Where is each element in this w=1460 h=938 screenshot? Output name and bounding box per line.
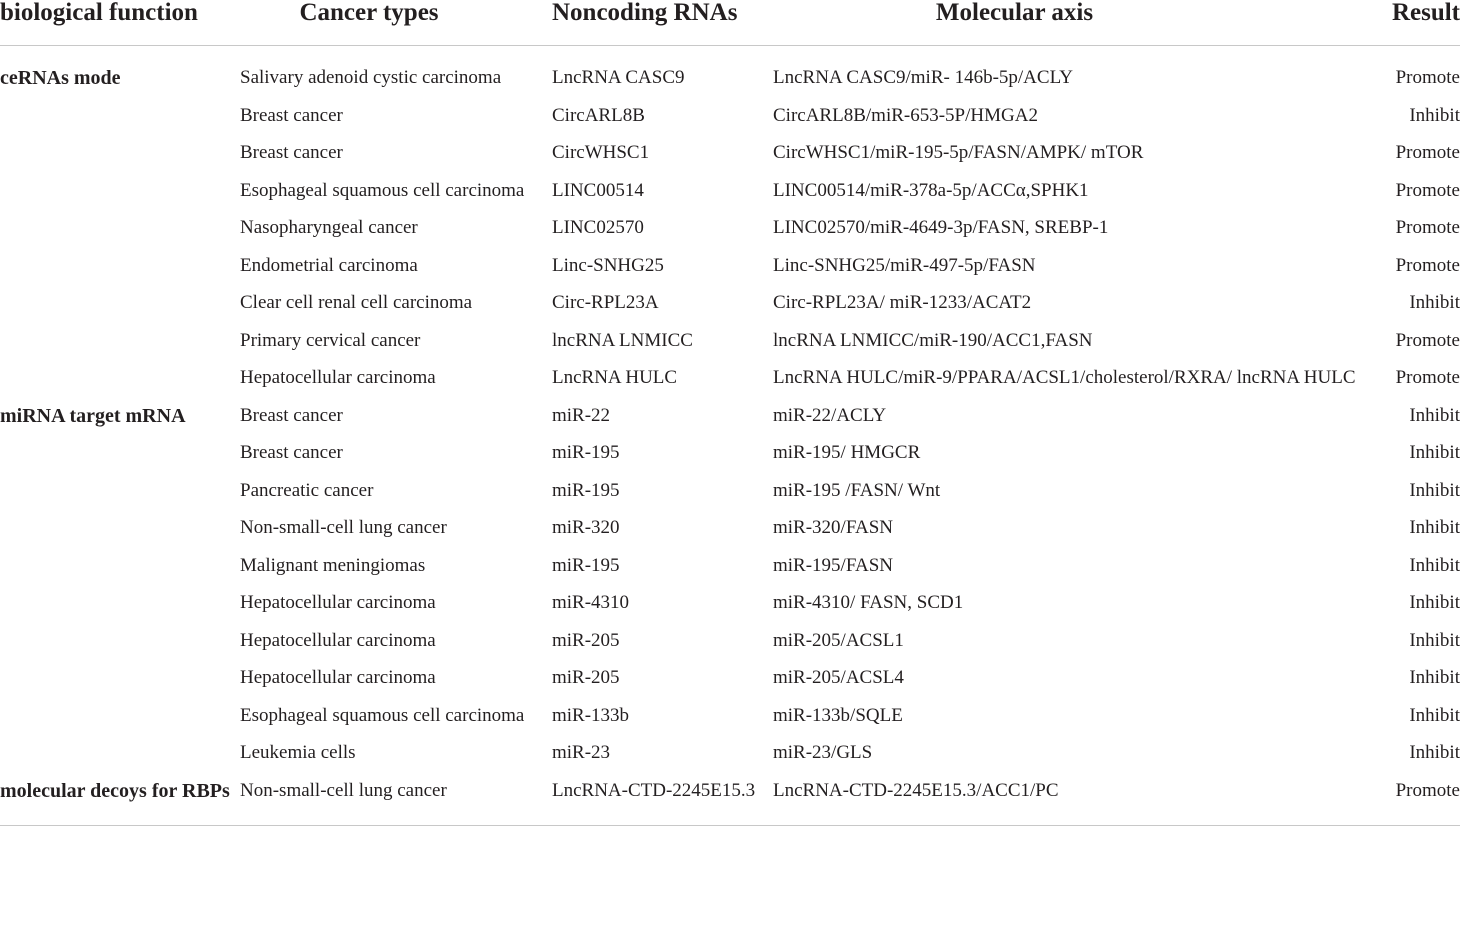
cell-molecular-axis: CircWHSC1/miR-195-5p/FASN/AMPK/ mTOR [773, 142, 1144, 163]
cell-noncoding-rna: LncRNA HULC [552, 367, 678, 388]
table-row [0, 252, 1460, 290]
table-row [0, 327, 1460, 365]
header-cancer-types: Cancer types [240, 0, 552, 46]
cell-molecular-axis: LncRNA CASC9/miR- 146b-5p/ACLY [773, 67, 1074, 88]
cell-noncoding-rna: miR-4310 [552, 592, 630, 613]
table-row [0, 477, 1460, 515]
cell-result: Inhibit [1409, 742, 1460, 763]
cell-noncoding-rna: miR-205 [552, 629, 620, 651]
cell-function [0, 439, 240, 477]
cell-noncoding-rna: CircWHSC1 [552, 142, 650, 163]
cell-noncoding-rna: miR-23 [552, 742, 611, 763]
cell-result: Promote [1395, 142, 1460, 163]
cell-result: Inhibit [1409, 442, 1460, 463]
cell-function [0, 702, 240, 740]
header-row [0, 0, 1460, 46]
cell-result: Promote [1395, 254, 1460, 276]
cell-function [0, 589, 240, 627]
table-row [0, 702, 1460, 740]
cell-cancer-type: Hepatocellular carcinoma [240, 367, 436, 388]
cell-result: Promote [1395, 329, 1460, 351]
cell-molecular-axis: miR-195 /FASN/ Wnt [773, 479, 941, 501]
cell-function [0, 214, 240, 252]
table-row [0, 627, 1460, 665]
cell-result: Inhibit [1409, 704, 1460, 726]
cell-cancer-type: Esophageal squamous cell carcinoma [240, 704, 525, 726]
cell-noncoding-rna: miR-133b [552, 704, 630, 726]
cell-molecular-axis: Linc-SNHG25/miR-497-5p/FASN [773, 254, 1036, 276]
cell-cancer-type: Non-small-cell lung cancer [240, 777, 552, 826]
cell-molecular-axis: CircARL8B/miR-653-5P/HMGA2 [773, 104, 1038, 126]
table-row [0, 402, 1460, 440]
cell-cancer-type: Clear cell renal cell carcinoma [240, 292, 473, 313]
table-row [0, 102, 1460, 140]
cell-noncoding-rna: miR-22 [552, 404, 611, 426]
cell-cancer-type: Non-small-cell lung cancer [240, 517, 447, 538]
cell-cancer-type: Malignant meningiomas [240, 554, 426, 576]
cell-function [0, 552, 240, 590]
cell-function: molecular decoys for RBPs [0, 777, 240, 826]
table-row [0, 177, 1460, 215]
cell-noncoding-rna: Linc-SNHG25 [552, 254, 664, 276]
cell-function [0, 627, 240, 665]
cell-cancer-type: Hepatocellular carcinoma [240, 592, 436, 613]
cell-molecular-axis: lncRNA LNMICC/miR-190/ACC1,FASN [773, 329, 1093, 351]
table-row [0, 46, 1460, 102]
cell-noncoding-rna: LncRNA-CTD-2245E15.3 [552, 777, 773, 826]
cell-result: Promote [1395, 367, 1460, 388]
cell-cancer-type: Endometrial carcinoma [240, 254, 418, 276]
cell-molecular-axis: miR-195/ HMGCR [773, 442, 921, 463]
cell-result: Inhibit [1409, 104, 1460, 126]
cell-cancer-type: Breast cancer [240, 442, 343, 463]
table-header [0, 0, 1460, 46]
cell-noncoding-rna: miR-320 [552, 517, 620, 538]
table-row [0, 514, 1460, 552]
cell-molecular-axis: Circ-RPL23A/ miR-1233/ACAT2 [773, 292, 1032, 313]
cell-result: Inhibit [1409, 554, 1460, 576]
cell-cancer-type: Breast cancer [240, 404, 343, 426]
cell-result: Promote [1395, 67, 1460, 88]
header-biological-function: biological function [0, 0, 240, 46]
cell-cancer-type: Hepatocellular carcinoma [240, 629, 436, 651]
cell-molecular-axis: LncRNA HULC/miR-9/PPARA/ACSL1/cholesterol/RXRA/ lncRNA HULC [773, 367, 1356, 388]
cell-cancer-type: Pancreatic cancer [240, 479, 374, 501]
cell-cancer-type: Hepatocellular carcinoma [240, 667, 436, 688]
table-body [0, 46, 1460, 826]
table-row [0, 364, 1460, 402]
cell-cancer-type: Nasopharyngeal cancer [240, 217, 418, 238]
cell-cancer-type: Breast cancer [240, 104, 343, 126]
cell-result: Inhibit [1409, 667, 1460, 688]
cell-result: Inhibit [1409, 517, 1460, 538]
cell-result: Promote [1395, 217, 1460, 238]
cell-function [0, 289, 240, 327]
cell-molecular-axis: miR-23/GLS [773, 742, 873, 763]
header-result: Result [1386, 0, 1460, 46]
cell-cancer-type: Primary cervical cancer [240, 329, 421, 351]
cell-molecular-axis: miR-133b/SQLE [773, 704, 903, 726]
table-row [0, 777, 1460, 826]
cell-noncoding-rna: lncRNA LNMICC [552, 329, 693, 351]
cell-noncoding-rna: Circ-RPL23A [552, 292, 659, 313]
cell-function [0, 364, 240, 402]
table-row [0, 739, 1460, 777]
table-row [0, 589, 1460, 627]
cell-molecular-axis: miR-22/ACLY [773, 404, 887, 426]
table-row [0, 139, 1460, 177]
cell-molecular-axis: miR-4310/ FASN, SCD1 [773, 592, 964, 613]
table-row [0, 289, 1460, 327]
cell-function [0, 139, 240, 177]
cell-function [0, 252, 240, 290]
cell-cancer-type: Esophageal squamous cell carcinoma [240, 179, 525, 201]
cell-cancer-type: Salivary adenoid cystic carcinoma [240, 67, 502, 88]
cell-molecular-axis: miR-320/FASN [773, 517, 894, 538]
cell-function [0, 514, 240, 552]
cell-noncoding-rna: miR-195 [552, 442, 620, 463]
table-row [0, 664, 1460, 702]
cell-molecular-axis: LncRNA-CTD-2245E15.3/ACC1/PC [773, 777, 1386, 826]
cell-function [0, 327, 240, 365]
header-molecular-axis: Molecular axis [773, 0, 1386, 46]
cell-molecular-axis: LINC02570/miR-4649-3p/FASN, SREBP-1 [773, 217, 1109, 238]
cell-function [0, 477, 240, 515]
cell-result: Inhibit [1409, 292, 1460, 313]
cell-result: Promote [1386, 777, 1460, 826]
cell-function [0, 102, 240, 140]
table-row [0, 552, 1460, 590]
cell-noncoding-rna: miR-205 [552, 667, 620, 688]
cell-result: Inhibit [1409, 479, 1460, 501]
cell-cancer-type: Breast cancer [240, 142, 343, 163]
table-row [0, 439, 1460, 477]
cell-result: Inhibit [1409, 592, 1460, 613]
cell-result: Inhibit [1409, 629, 1460, 651]
cell-result: Inhibit [1409, 404, 1460, 426]
cell-function: ceRNAs mode [0, 67, 121, 89]
cell-noncoding-rna: LINC02570 [552, 217, 644, 238]
cell-function [0, 177, 240, 215]
cell-noncoding-rna: miR-195 [552, 554, 620, 576]
cell-noncoding-rna: miR-195 [552, 479, 620, 501]
cell-noncoding-rna: CircARL8B [552, 104, 645, 126]
cell-function [0, 664, 240, 702]
cell-molecular-axis: LINC00514/miR-378a-5p/ACCα,SPHK1 [773, 179, 1089, 201]
cell-noncoding-rna: LINC00514 [552, 179, 644, 201]
table-row [0, 214, 1460, 252]
header-noncoding-rnas: Noncoding RNAs [552, 0, 773, 46]
cell-cancer-type: Leukemia cells [240, 742, 356, 763]
cell-function: miRNA target mRNA [0, 404, 186, 427]
cell-function [0, 739, 240, 777]
cell-noncoding-rna: LncRNA CASC9 [552, 67, 685, 88]
cell-molecular-axis: miR-195/FASN [773, 554, 894, 576]
cell-result: Promote [1395, 179, 1460, 201]
cell-molecular-axis: miR-205/ACSL4 [773, 667, 904, 688]
cell-molecular-axis: miR-205/ACSL1 [773, 629, 904, 651]
